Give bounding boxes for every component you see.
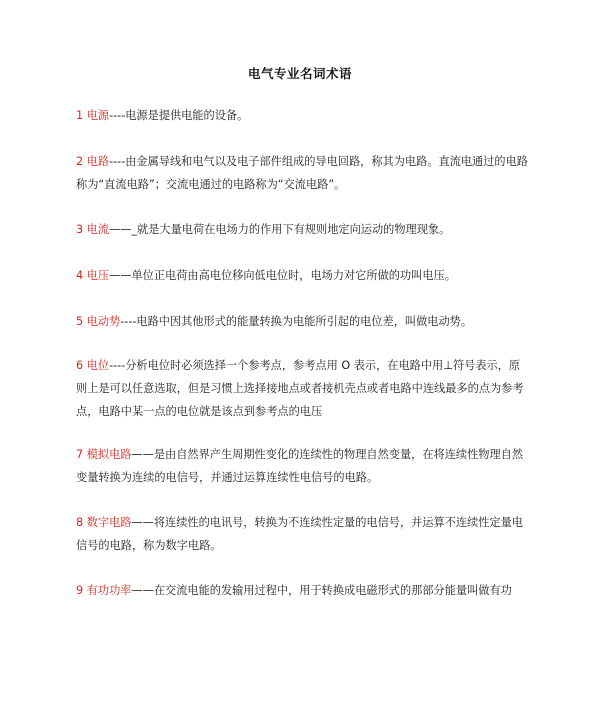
entry-definition: ——单位正电荷由高电位移向低电位时，电场力对它所做的功叫电压。 xyxy=(109,269,456,282)
entry-3 xyxy=(76,218,530,241)
entry-term-text: 数字电路 xyxy=(86,516,132,529)
entry-definition: ----电源是提供电能的设备。 xyxy=(109,109,249,122)
entry-definition: ——将连续性的电讯号，转换为不连续性定量的电信号，并运算不连续性定量电信号的电路，称为数字电路。 xyxy=(76,516,524,552)
entry-term-text: 电流 xyxy=(86,223,110,236)
entry-term xyxy=(76,269,109,282)
entry-term xyxy=(76,359,109,372)
entry-term-text: 有功功率 xyxy=(86,584,132,597)
entry-number: 9 xyxy=(76,584,84,597)
entry-term xyxy=(76,155,109,168)
entry-term xyxy=(76,223,109,236)
entry-number: 7 xyxy=(76,448,84,461)
entry-number: 6 xyxy=(76,359,84,372)
entry-9 xyxy=(76,579,530,602)
entry-6 xyxy=(76,354,530,423)
entry-number: 3 xyxy=(76,223,84,236)
entry-8 xyxy=(76,511,530,557)
entry-4 xyxy=(76,264,530,287)
entry-term-text: 电位 xyxy=(86,359,110,372)
document-title: 电气专业名词术语 xyxy=(247,66,352,81)
entry-term xyxy=(76,315,120,328)
entry-term xyxy=(76,584,131,597)
entry-term xyxy=(76,448,131,461)
entry-5 xyxy=(76,310,530,333)
entry-1 xyxy=(76,104,530,127)
entry-2 xyxy=(76,150,530,196)
entry-definition: ——是由自然界产生周期性变化的连续性的物理自然变量，在将连续性物理自然变量转换为连续的电信号，并通过运算连续性电信号的电路。 xyxy=(76,448,524,484)
entry-definition: ——在交流电能的发输用过程中，用于转换成电磁形式的那部分能量叫做有功 xyxy=(131,584,512,597)
entry-number: 1 xyxy=(76,109,84,122)
entry-term xyxy=(76,516,131,529)
entry-term-text: 电路 xyxy=(86,155,110,168)
entry-term-text: 模拟电路 xyxy=(86,448,132,461)
entry-number: 4 xyxy=(76,269,84,282)
entry-term xyxy=(76,109,109,122)
entry-term-text: 电动势 xyxy=(86,315,121,328)
entry-7 xyxy=(76,443,530,489)
entry-number: 5 xyxy=(76,315,84,328)
entry-definition: ——_就是大量电荷在电场力的作用下有规则地定向运动的物理现象。 xyxy=(109,223,451,236)
entry-number: 8 xyxy=(76,516,84,529)
entry-term-text: 电压 xyxy=(86,269,110,282)
entry-definition: ----由金属导线和电气以及电子部件组成的导电回路，称其为电路。直流电通过的电路称为“直流电路”；交流电通过的电路称为“交流电路”。 xyxy=(76,155,528,191)
entry-definition: ----分析电位时必须选择一个参考点，参考点用 O 表示，在电路中用⊥符号表示，原则上是可以任意选取，但是习惯上选择接地点或者接机壳点或者电路中连线最多的点为参考点，电路中某一点的电位就是该点到参考点的电压 xyxy=(76,359,524,418)
entry-number: 2 xyxy=(76,155,84,168)
entry-definition: ----电路中因其他形式的能量转换为电能所引起的电位差，叫做电动势。 xyxy=(120,315,473,328)
entry-term-text: 电源 xyxy=(86,109,110,122)
